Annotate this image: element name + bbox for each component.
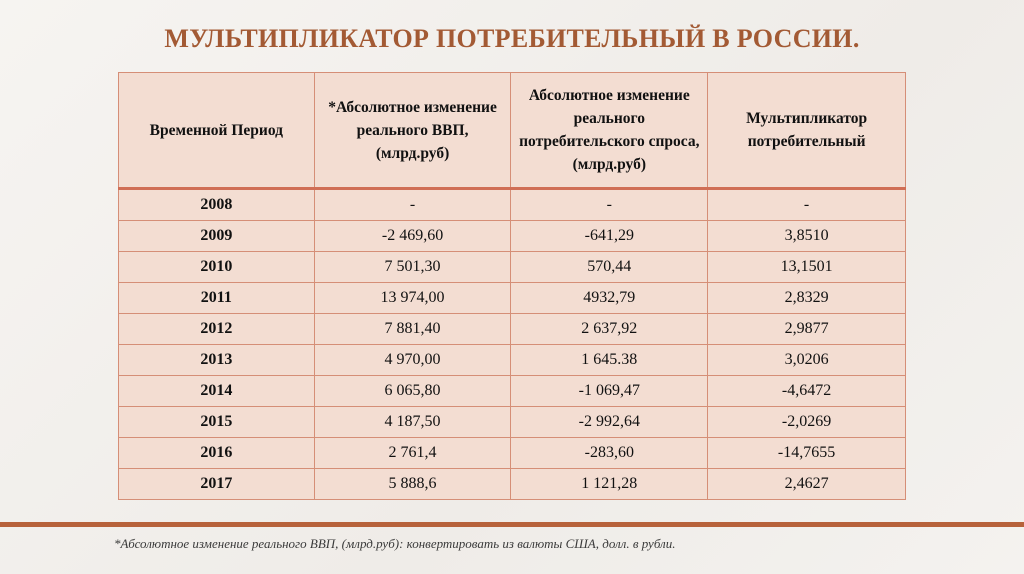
multiplier-cell: 13,1501 (708, 252, 906, 283)
multiplier-cell: 3,0206 (708, 345, 906, 376)
header-gdp-change: *Абсолютное изменение реального ВВП, (млрд.руб) (314, 73, 511, 189)
demand-cell: 570,44 (511, 252, 708, 283)
header-multiplier: Мультипликатор потребительный (708, 73, 906, 189)
gdp-cell: 4 970,00 (314, 345, 511, 376)
table-row (119, 345, 906, 376)
multiplier-cell: 2,4627 (708, 469, 906, 500)
demand-cell: 4932,79 (511, 283, 708, 314)
demand-cell: 2 637,92 (511, 314, 708, 345)
gdp-cell: - (314, 189, 511, 221)
table-row (119, 438, 906, 469)
table-row (119, 469, 906, 500)
year-cell: 2011 (119, 283, 315, 314)
gdp-cell: 7 501,30 (314, 252, 511, 283)
year-cell: 2008 (119, 189, 315, 221)
multiplier-cell: -14,7655 (708, 438, 906, 469)
table-row (119, 407, 906, 438)
gdp-cell: 2 761,4 (314, 438, 511, 469)
table-row (119, 314, 906, 345)
year-cell: 2013 (119, 345, 315, 376)
header-period: Временной Период (119, 73, 315, 189)
demand-cell: 1 121,28 (511, 469, 708, 500)
table-row (119, 189, 906, 221)
multiplier-cell: -4,6472 (708, 376, 906, 407)
table-row (119, 252, 906, 283)
gdp-cell: 4 187,50 (314, 407, 511, 438)
footnote: *Абсолютное изменение реального ВВП, (млрд.руб): конвертировать из валюты США, долл. в рубли. (114, 536, 676, 551)
year-cell: 2017 (119, 469, 315, 500)
year-cell: 2012 (119, 314, 315, 345)
demand-cell: -641,29 (511, 221, 708, 252)
table-row (119, 283, 906, 314)
table-header-row (119, 73, 906, 189)
table-row (119, 221, 906, 252)
multiplier-cell: 2,9877 (708, 314, 906, 345)
year-cell: 2010 (119, 252, 315, 283)
multiplier-table (118, 72, 906, 500)
header-demand-change: Абсолютное изменение реального потребительского спроса, (млрд.руб) (511, 73, 708, 189)
gdp-cell: 6 065,80 (314, 376, 511, 407)
year-cell: 2015 (119, 407, 315, 438)
year-cell: 2016 (119, 438, 315, 469)
table-row (119, 376, 906, 407)
multiplier-cell: - (708, 189, 906, 221)
slide-title: МУЛЬТИПЛИКАТОР ПОТРЕБИТЕЛЬНЫЙ В РОССИИ. (164, 24, 860, 53)
demand-cell: 1 645.38 (511, 345, 708, 376)
demand-cell: - (511, 189, 708, 221)
demand-cell: -2 992,64 (511, 407, 708, 438)
demand-cell: -283,60 (511, 438, 708, 469)
gdp-cell: -2 469,60 (314, 221, 511, 252)
gdp-cell: 5 888,6 (314, 469, 511, 500)
gdp-cell: 7 881,40 (314, 314, 511, 345)
gdp-cell: 13 974,00 (314, 283, 511, 314)
footer-divider (0, 522, 1024, 527)
multiplier-cell: -2,0269 (708, 407, 906, 438)
multiplier-cell: 3,8510 (708, 221, 906, 252)
demand-cell: -1 069,47 (511, 376, 708, 407)
year-cell: 2009 (119, 221, 315, 252)
multiplier-cell: 2,8329 (708, 283, 906, 314)
year-cell: 2014 (119, 376, 315, 407)
